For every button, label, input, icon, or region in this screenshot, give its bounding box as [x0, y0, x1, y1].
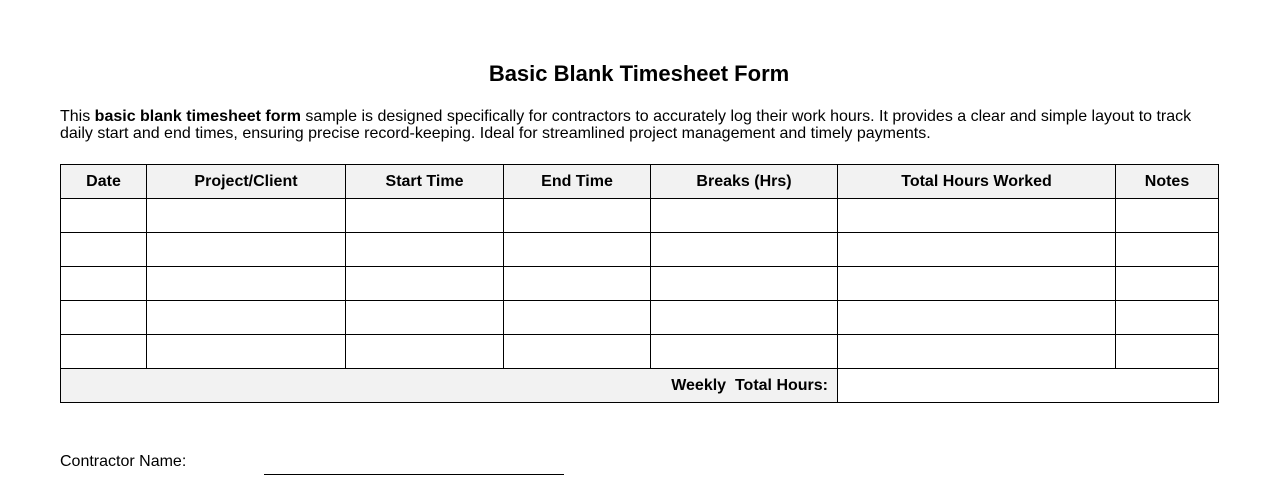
header-row — [61, 165, 1219, 199]
contractor-name-field[interactable] — [264, 474, 564, 475]
contractor-name-label: Contractor Name: — [60, 453, 187, 470]
cell-breaks[interactable] — [651, 335, 838, 369]
cell-project-client[interactable] — [147, 301, 346, 335]
cell-total-hours[interactable] — [838, 301, 1116, 335]
cell-total-hours[interactable] — [838, 267, 1116, 301]
cell-end-time[interactable] — [504, 199, 651, 233]
table-row — [61, 335, 1219, 369]
cell-notes[interactable] — [1116, 335, 1219, 369]
cell-project-client[interactable] — [147, 267, 346, 301]
cell-date[interactable] — [61, 335, 147, 369]
cell-start-time[interactable] — [346, 335, 504, 369]
form-intro — [60, 108, 1218, 142]
cell-notes[interactable] — [1116, 233, 1219, 267]
table-row — [61, 267, 1219, 301]
cell-date[interactable] — [61, 199, 147, 233]
intro-lead: This — [60, 108, 95, 125]
cell-end-time[interactable] — [504, 301, 651, 335]
header-date: Date — [61, 165, 147, 199]
intro-bold: basic blank timesheet form — [94, 108, 301, 125]
cell-total-hours[interactable] — [838, 199, 1116, 233]
table-row — [61, 301, 1219, 335]
table-row — [61, 233, 1219, 267]
cell-end-time[interactable] — [504, 335, 651, 369]
header-notes: Notes — [1116, 165, 1219, 199]
cell-date[interactable] — [61, 301, 147, 335]
cell-start-time[interactable] — [346, 301, 504, 335]
header-start-time: Start Time — [346, 165, 504, 199]
timesheet-table — [60, 164, 1219, 403]
cell-breaks[interactable] — [651, 199, 838, 233]
header-breaks: Breaks (Hrs) — [651, 165, 838, 199]
cell-date[interactable] — [61, 267, 147, 301]
form-title: Basic Blank Timesheet Form — [488, 61, 790, 86]
cell-start-time[interactable] — [346, 199, 504, 233]
cell-project-client[interactable] — [147, 199, 346, 233]
cell-total-hours[interactable] — [838, 233, 1116, 267]
header-total-hours: Total Hours Worked — [838, 165, 1116, 199]
cell-breaks[interactable] — [651, 301, 838, 335]
weekly-total-row — [61, 369, 1219, 403]
cell-notes[interactable] — [1116, 199, 1219, 233]
cell-notes[interactable] — [1116, 301, 1219, 335]
cell-breaks[interactable] — [651, 267, 838, 301]
table-row — [61, 199, 1219, 233]
cell-end-time[interactable] — [504, 233, 651, 267]
weekly-total-label: Weekly Total Hours: — [61, 369, 838, 403]
cell-breaks[interactable] — [651, 233, 838, 267]
weekly-total-value[interactable] — [838, 369, 1219, 403]
intro-rest: sample is designed specifically for contractors to accurately log their work hours. It provides a clear and simple layout to track daily start and end times, ensuring precise record-keeping. Ideal for streamlined project management and timely payments. — [60, 108, 1192, 142]
cell-total-hours[interactable] — [838, 335, 1116, 369]
cell-project-client[interactable] — [147, 233, 346, 267]
cell-project-client[interactable] — [147, 335, 346, 369]
header-end-time: End Time — [504, 165, 651, 199]
cell-end-time[interactable] — [504, 267, 651, 301]
cell-notes[interactable] — [1116, 267, 1219, 301]
cell-start-time[interactable] — [346, 267, 504, 301]
cell-start-time[interactable] — [346, 233, 504, 267]
cell-date[interactable] — [61, 233, 147, 267]
header-project-client: Project/Client — [147, 165, 346, 199]
